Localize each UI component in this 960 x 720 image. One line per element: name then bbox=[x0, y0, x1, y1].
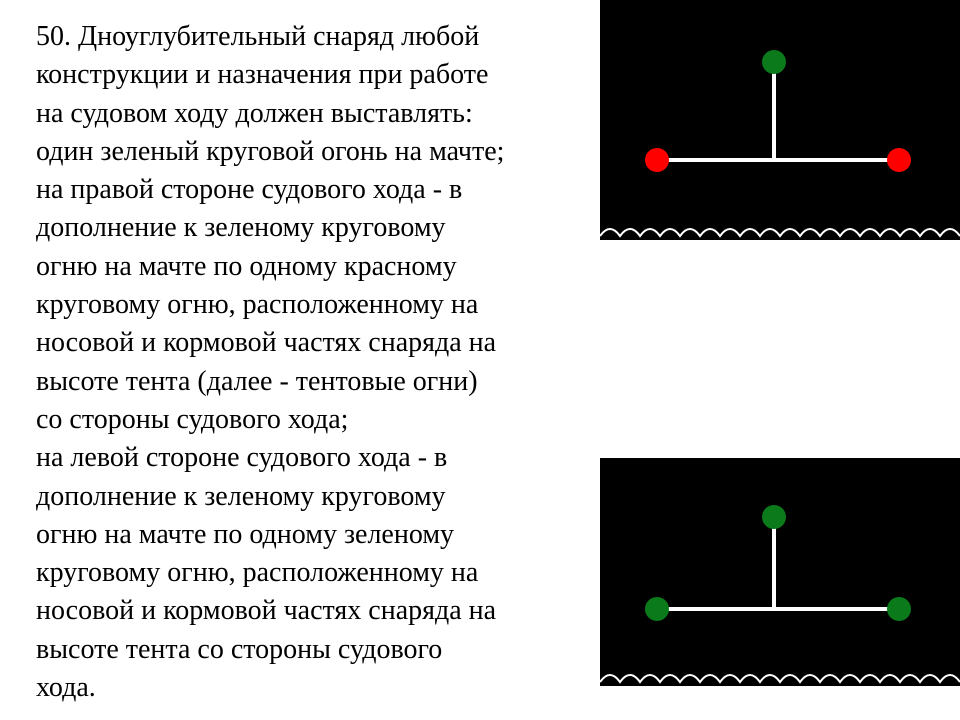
dredger-lights-right-side bbox=[600, 0, 960, 240]
rule-line: 50. Дноуглубительный снаряд любой bbox=[36, 21, 480, 52]
bow-light-icon bbox=[645, 597, 669, 621]
rule-line: высоте тента (далее - тентовые огни) bbox=[36, 365, 478, 397]
rule-line: круговому огню, расположенному на bbox=[36, 557, 479, 589]
stern-light-icon bbox=[887, 597, 911, 621]
rule-line: высоте тента со стороны судового bbox=[36, 633, 443, 665]
stern-light-icon bbox=[887, 148, 911, 172]
rule-line: носовой и кормовой частях снаряда на bbox=[36, 327, 497, 359]
diagram-right-side bbox=[600, 0, 960, 240]
dredger-lights-left-side bbox=[600, 458, 960, 686]
rule-line: дополнение к зеленому круговому bbox=[36, 480, 446, 512]
diagram-left-side bbox=[600, 458, 960, 686]
rule-line: на левой стороне судового хода - в bbox=[36, 442, 448, 474]
rule-line: конструкции и назначения при работе bbox=[36, 59, 489, 91]
rule-line: на судовом ходу должен выставлять: bbox=[36, 97, 473, 129]
rule-line: на правой стороне судового хода - в bbox=[36, 174, 463, 206]
rule-line: носовой и кормовой частях снаряда на bbox=[36, 595, 497, 627]
rule-line: один зеленый круговой огонь на мачте; bbox=[36, 135, 505, 167]
rule-line: огню на мачте по одному красному bbox=[36, 250, 457, 282]
water-waves-icon bbox=[600, 675, 960, 682]
bow-light-icon bbox=[645, 148, 669, 172]
rule-line: огню на мачте по одному зеленому bbox=[36, 518, 455, 550]
rule-line: хода. bbox=[36, 672, 96, 704]
mast-light-icon bbox=[762, 50, 786, 74]
rule-line: круговому огню, расположенному на bbox=[36, 289, 479, 321]
rule-line: со стороны судового хода; bbox=[36, 403, 349, 435]
mast-light-icon bbox=[762, 505, 786, 529]
rule-line: дополнение к зеленому круговому bbox=[36, 212, 446, 244]
rule-text bbox=[36, 18, 596, 707]
water-waves-icon bbox=[600, 229, 960, 236]
